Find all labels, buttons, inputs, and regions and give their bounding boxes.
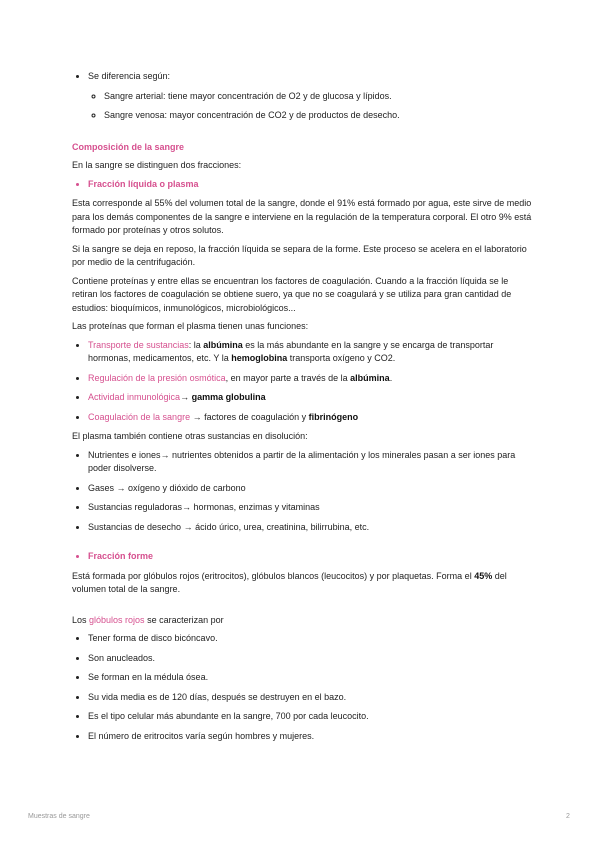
bold-term: fibrinógeno bbox=[308, 411, 359, 422]
paragraph bbox=[72, 614, 532, 628]
function-link: Regulación de la presión osmótica bbox=[88, 372, 226, 383]
bold-term: albúmina bbox=[203, 339, 243, 350]
text: : la bbox=[188, 339, 204, 350]
subsection-heading: • Fracción líquida o plasma bbox=[88, 178, 532, 192]
arrow-text: → bbox=[180, 392, 192, 402]
subsection-heading: • Fracción forme bbox=[88, 550, 532, 564]
list-item: • Nutrientes e iones→ nutrientes obtenidos a partir de la alimentación y los minerales pasan a ser iones para poder disolverse. bbox=[88, 449, 532, 476]
text: Está formada por glóbulos rojos (eritrocitos), glóbulos blancos (leucocitos) y por plaquetas. Forma el bbox=[72, 570, 475, 581]
list-item: • Gases → oxígeno y dióxido de carbono bbox=[88, 482, 532, 496]
functions-list bbox=[72, 339, 532, 425]
text: → factores de coagulación y bbox=[190, 411, 309, 422]
bold-term: 45% bbox=[474, 570, 493, 581]
red-cells-list bbox=[72, 632, 532, 743]
substances-list bbox=[72, 449, 532, 535]
list-item: • Sustancias de desecho → ácido úrico, urea, creatinina, bilirrubina, etc. bbox=[88, 521, 532, 535]
text: , en mayor parte a través de la bbox=[225, 372, 351, 383]
function-link: Actividad inmunológica bbox=[88, 392, 181, 402]
bold-term: hemoglobina bbox=[231, 353, 288, 363]
list-item bbox=[88, 391, 532, 405]
fraction-list bbox=[72, 550, 532, 564]
list-item bbox=[88, 411, 532, 425]
footer-title: Muestras de sangre bbox=[28, 813, 90, 820]
text: se caracterizan por bbox=[144, 614, 224, 625]
text: Los bbox=[72, 614, 90, 625]
list-item: • El número de eritrocitos varía según hombres y mujeres. bbox=[88, 730, 532, 744]
paragraph: Las proteínas que forman el plasma tienen unas funciones: bbox=[72, 321, 309, 331]
bold-term: albúmina bbox=[350, 372, 390, 383]
text: del volumen total de la sangre. bbox=[72, 570, 507, 594]
paragraph: En la sangre se distinguen dos fracciones: bbox=[72, 160, 242, 170]
list-item bbox=[88, 339, 532, 366]
list-item bbox=[88, 70, 532, 123]
paragraph: El plasma también contiene otras sustancias en disolución: bbox=[72, 431, 308, 441]
list-item: ◦ Sangre arterial: tiene mayor concentración de O2 y de glucosa y lípidos. bbox=[104, 90, 532, 104]
function-link: Transporte de sustancias bbox=[88, 339, 189, 350]
page-number: 2 bbox=[566, 813, 570, 820]
paragraph: Contiene proteínas y entre ellas se encuentran los factores de coagulación. Cuando a la fracción líquida se le retiran los factores de coagulación se obtiene suero, ya que no se coagulará y se utiliza para gran cantidad de estudios: bioquímicos, inmunológicos, microbiológicos... bbox=[72, 275, 512, 313]
list-item: ◦ Sangre venosa: mayor concentración de CO2 y de productos de desecho. bbox=[104, 109, 532, 123]
bold-term: gamma globulina bbox=[191, 392, 266, 402]
sub-list bbox=[88, 90, 532, 123]
list-item: • Es el tipo celular más abundante en la sangre, 700 por cada leucocito. bbox=[88, 710, 532, 724]
fraction-list bbox=[72, 178, 532, 192]
page-content bbox=[72, 70, 532, 749]
text: . bbox=[389, 372, 393, 383]
function-link: Coagulación de la sangre bbox=[88, 411, 191, 422]
list-item: • Tener forma de disco bicóncavo. bbox=[88, 632, 532, 646]
paragraph: Si la sangre se deja en reposo, la fracción líquida se separa de la forme. Este proceso se acelera en el laboratorio por medio de la centrifugación. bbox=[72, 243, 527, 267]
text: es la más abundante en la sangre y se encarga de transportar hormonas, medicamentos, etc. Y la bbox=[88, 339, 494, 363]
list-item-text: Se diferencia según: bbox=[88, 71, 171, 81]
list-item: • Su vida media es de 120 días, después se destruyen en el bazo. bbox=[88, 691, 532, 705]
list-item: • Son anucleados. bbox=[88, 652, 532, 666]
section-heading: Composición de la sangre bbox=[72, 141, 185, 152]
list-item: • Sustancias reguladoras→ hormonas, enzimas y vitaminas bbox=[88, 501, 532, 515]
list-item bbox=[88, 372, 532, 386]
red-cells-link: glóbulos rojos bbox=[89, 614, 145, 625]
difference-list bbox=[72, 70, 532, 123]
paragraph bbox=[72, 570, 532, 597]
text: transporta oxígeno y CO2. bbox=[287, 353, 396, 363]
paragraph: Esta corresponde al 55% del volumen total de la sangre, donde el 91% está formado por agua, este sirve de medio para los demás componentes de la sangre e interviene en la regulación de la temperatura corporal. El otro 9% está formado por proteínas y otros solutos. bbox=[72, 198, 532, 235]
list-item: • Se forman en la médula ósea. bbox=[88, 671, 532, 685]
